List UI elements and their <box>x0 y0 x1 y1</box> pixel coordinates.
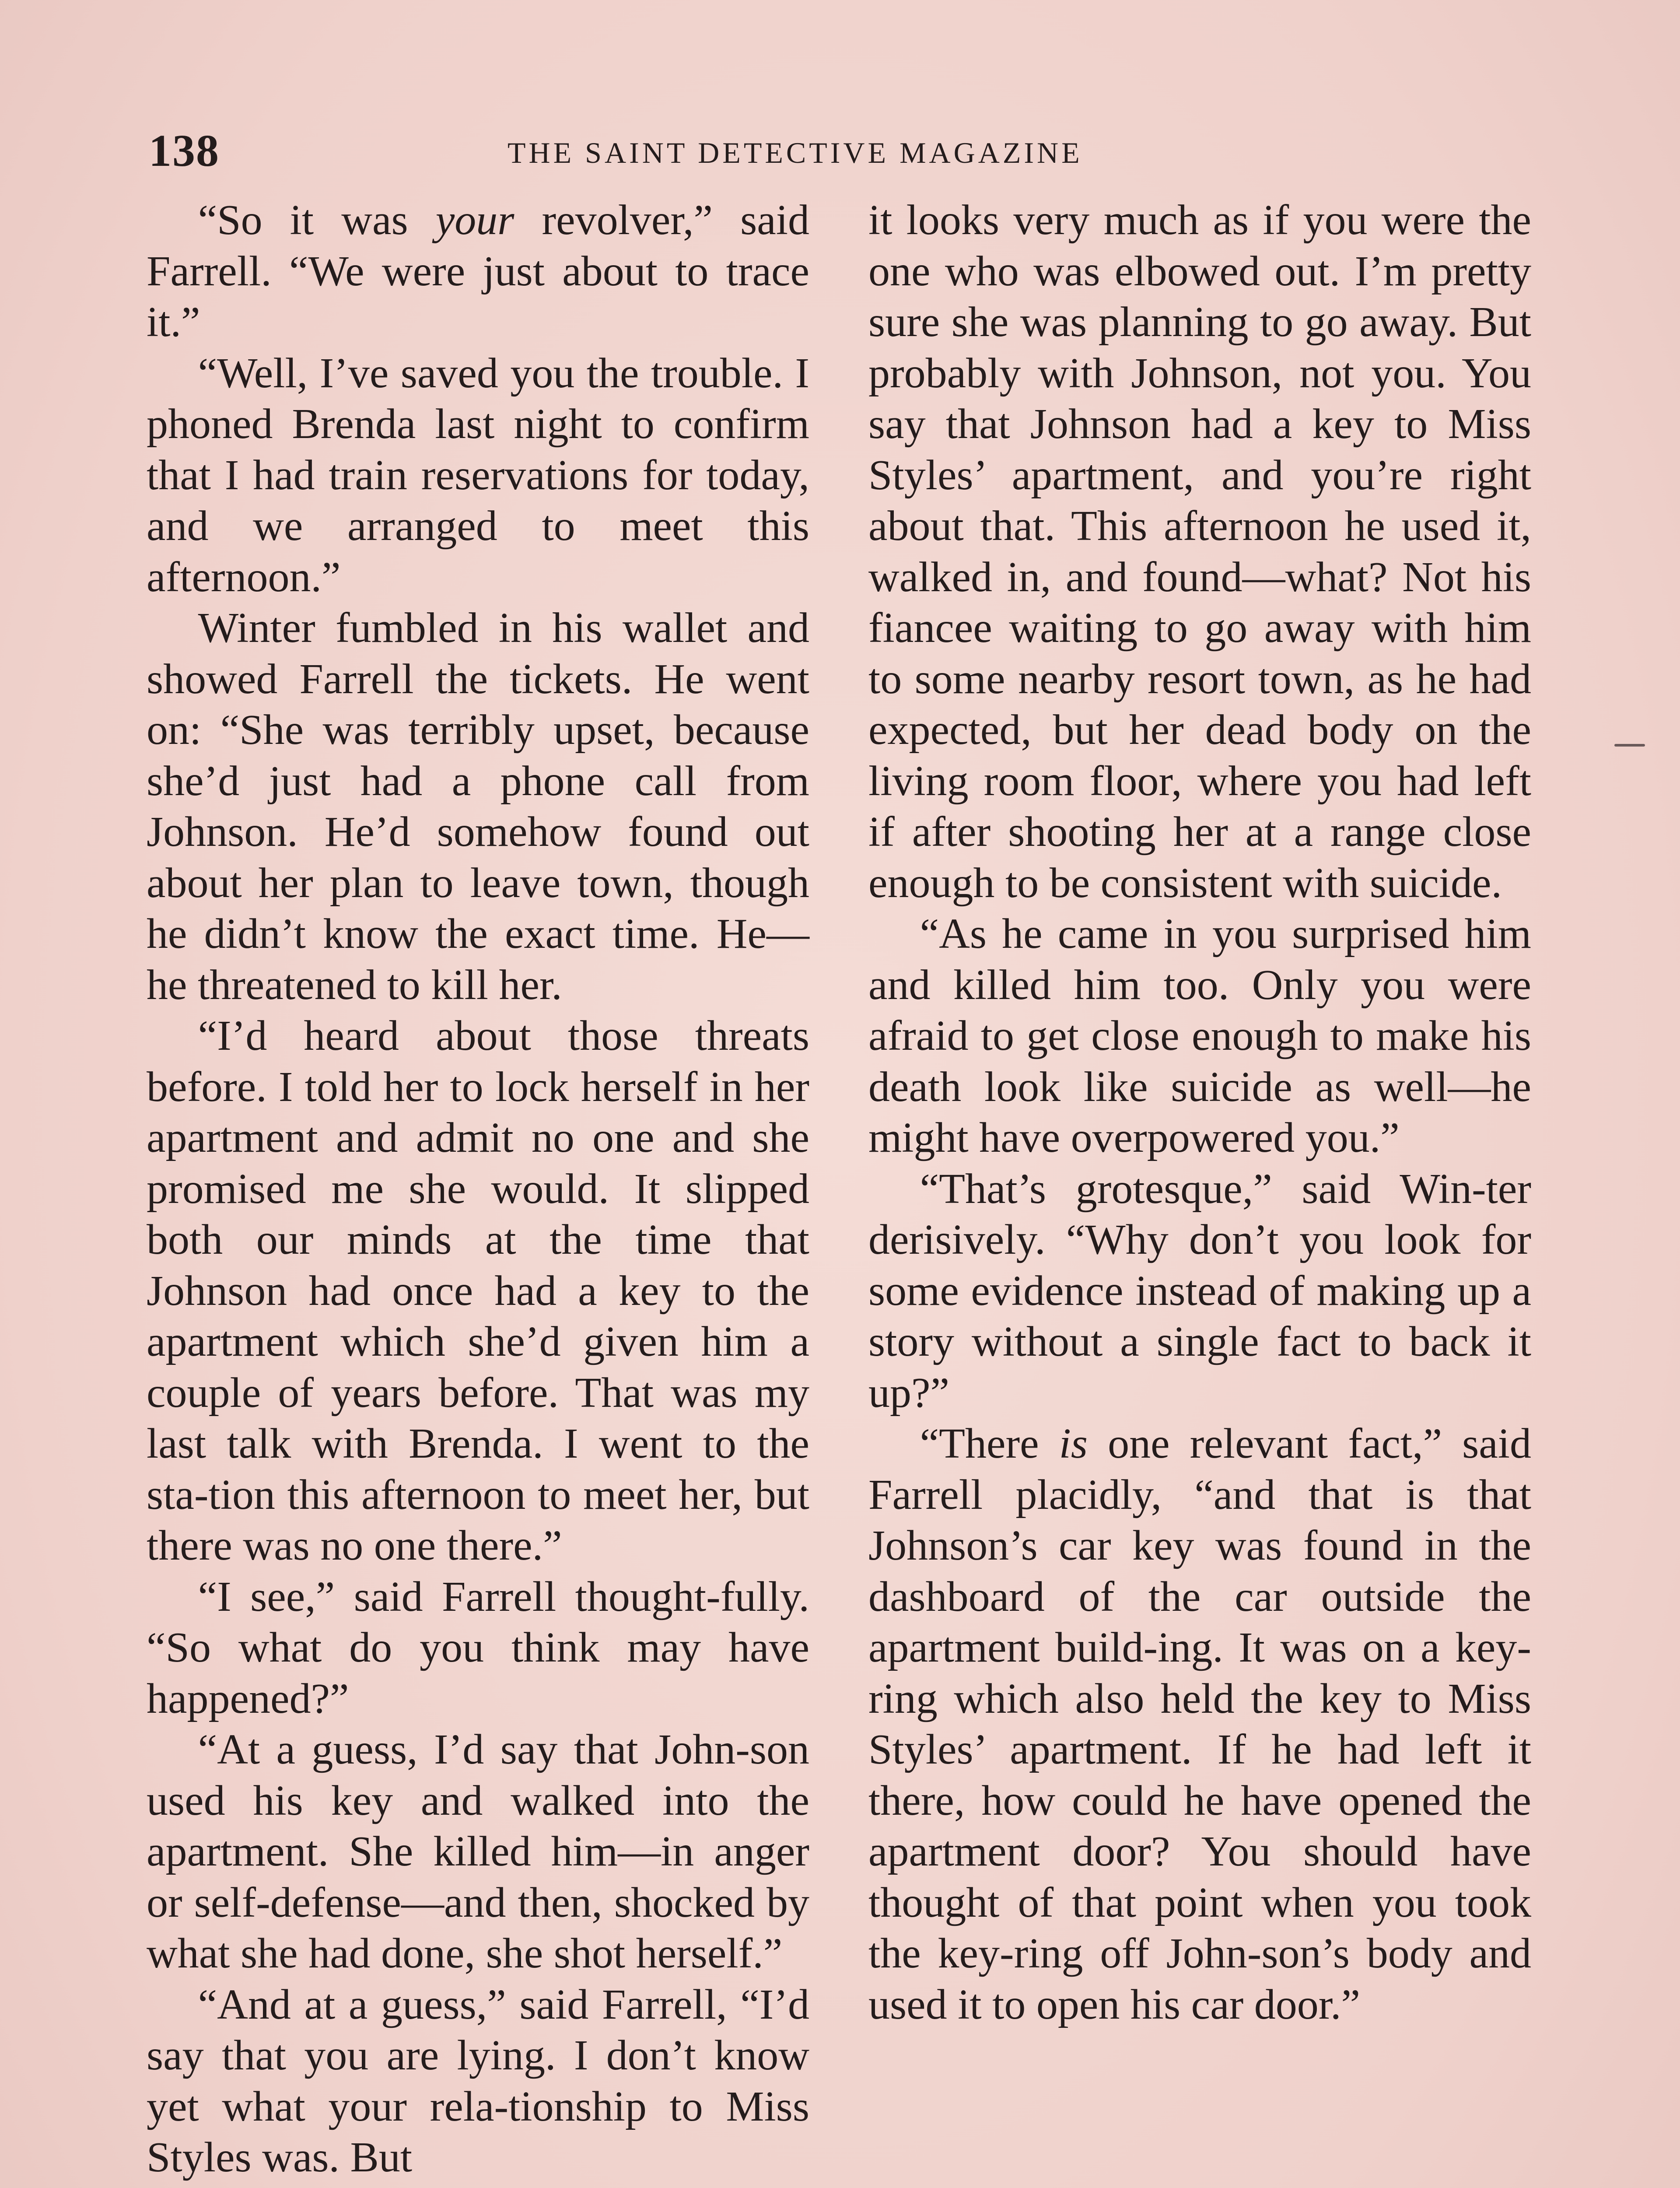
left-column <box>147 195 809 2183</box>
right-column <box>868 195 1531 2030</box>
paragraph: “As he came in you surprised him and killed him too. Only you were afraid to get close enough to make his death look like suicide as well—he might have overpowered you.” <box>868 910 1531 1161</box>
page-number: 138 <box>149 126 220 176</box>
paragraph: “At a guess, I’d say that John-son used his key and walked into the apartment. She killed him—in anger or self-defense—and then, shocked by what she had done, she shot herself.” <box>147 1726 809 1977</box>
paragraph: “That’s grotesque,” said Win-ter derisively. “Why don’t you look for some evidence instead of making up a story without a single fact to back it up?” <box>868 1165 1531 1417</box>
emphasis: your <box>435 196 514 244</box>
emphasis: is <box>1059 1420 1088 1467</box>
margin-mark <box>1614 744 1645 747</box>
page-header <box>149 127 1536 175</box>
paragraph: “So it was your revolver,” said Farrell. “We were just about to trace it.” <box>147 196 809 346</box>
running-head: THE SAINT DETECTIVE MAGAZINE <box>508 136 1083 169</box>
paragraph: Winter fumbled in his wallet and showed Farrell the tickets. He went on: “She was terribly upset, because she’d just had a phone call from Johnson. He’d somehow found out about her plan to leave town, though he didn’t know the exact time. He—he threatened to kill her. <box>147 604 809 1009</box>
paragraph: it looks very much as if you were the one who was elbowed out. I’m pretty sure she was planning to go away. But probably with Johnson, not you. You say that Johnson had a key to Miss Styles’ apartment, and you’re right about that. This afternoon he used it, walked in, and found—what? Not his fiancee waiting to go away with him to some nearby resort town, as he had expected, but her dead body on the living room floor, where you had left if after shooting her at a range close enough to be consistent with suicide. <box>868 196 1531 907</box>
paragraph: “And at a guess,” said Farrell, “I’d say that you are lying. I don’t know yet what your rela-tionship to Miss Styles was. But <box>147 1981 809 2181</box>
paragraph: “I see,” said Farrell thought-fully. “So what do you think may have happened?” <box>147 1573 809 1722</box>
paragraph: “There is one relevant fact,” said Farrell placidly, “and that is that Johnson’s car key was found in the dashboard of the car outside the apartment build-ing. It was on a key-ring which also held the key to Miss Styles’ apartment. If he had left it there, how could he have opened the apartment door? You should have thought of that point when you took the key-ring off John-son’s body and used it to open his car door.” <box>868 1420 1531 2028</box>
paragraph: “Well, I’ve saved you the trouble. I phoned Brenda last night to confirm that I had train reservations for today, and we arranged to meet this afternoon.” <box>147 349 809 601</box>
paragraph: “I’d heard about those threats before. I told her to lock herself in her apartment and admit no one and she promised me she would. It slipped both our minds at the time that Johnson had once had a key to the apartment which she’d given him a couple of years before. That was my last talk with Brenda. I went to the sta-tion this afternoon to meet her, but there was no one there.” <box>147 1012 809 1569</box>
